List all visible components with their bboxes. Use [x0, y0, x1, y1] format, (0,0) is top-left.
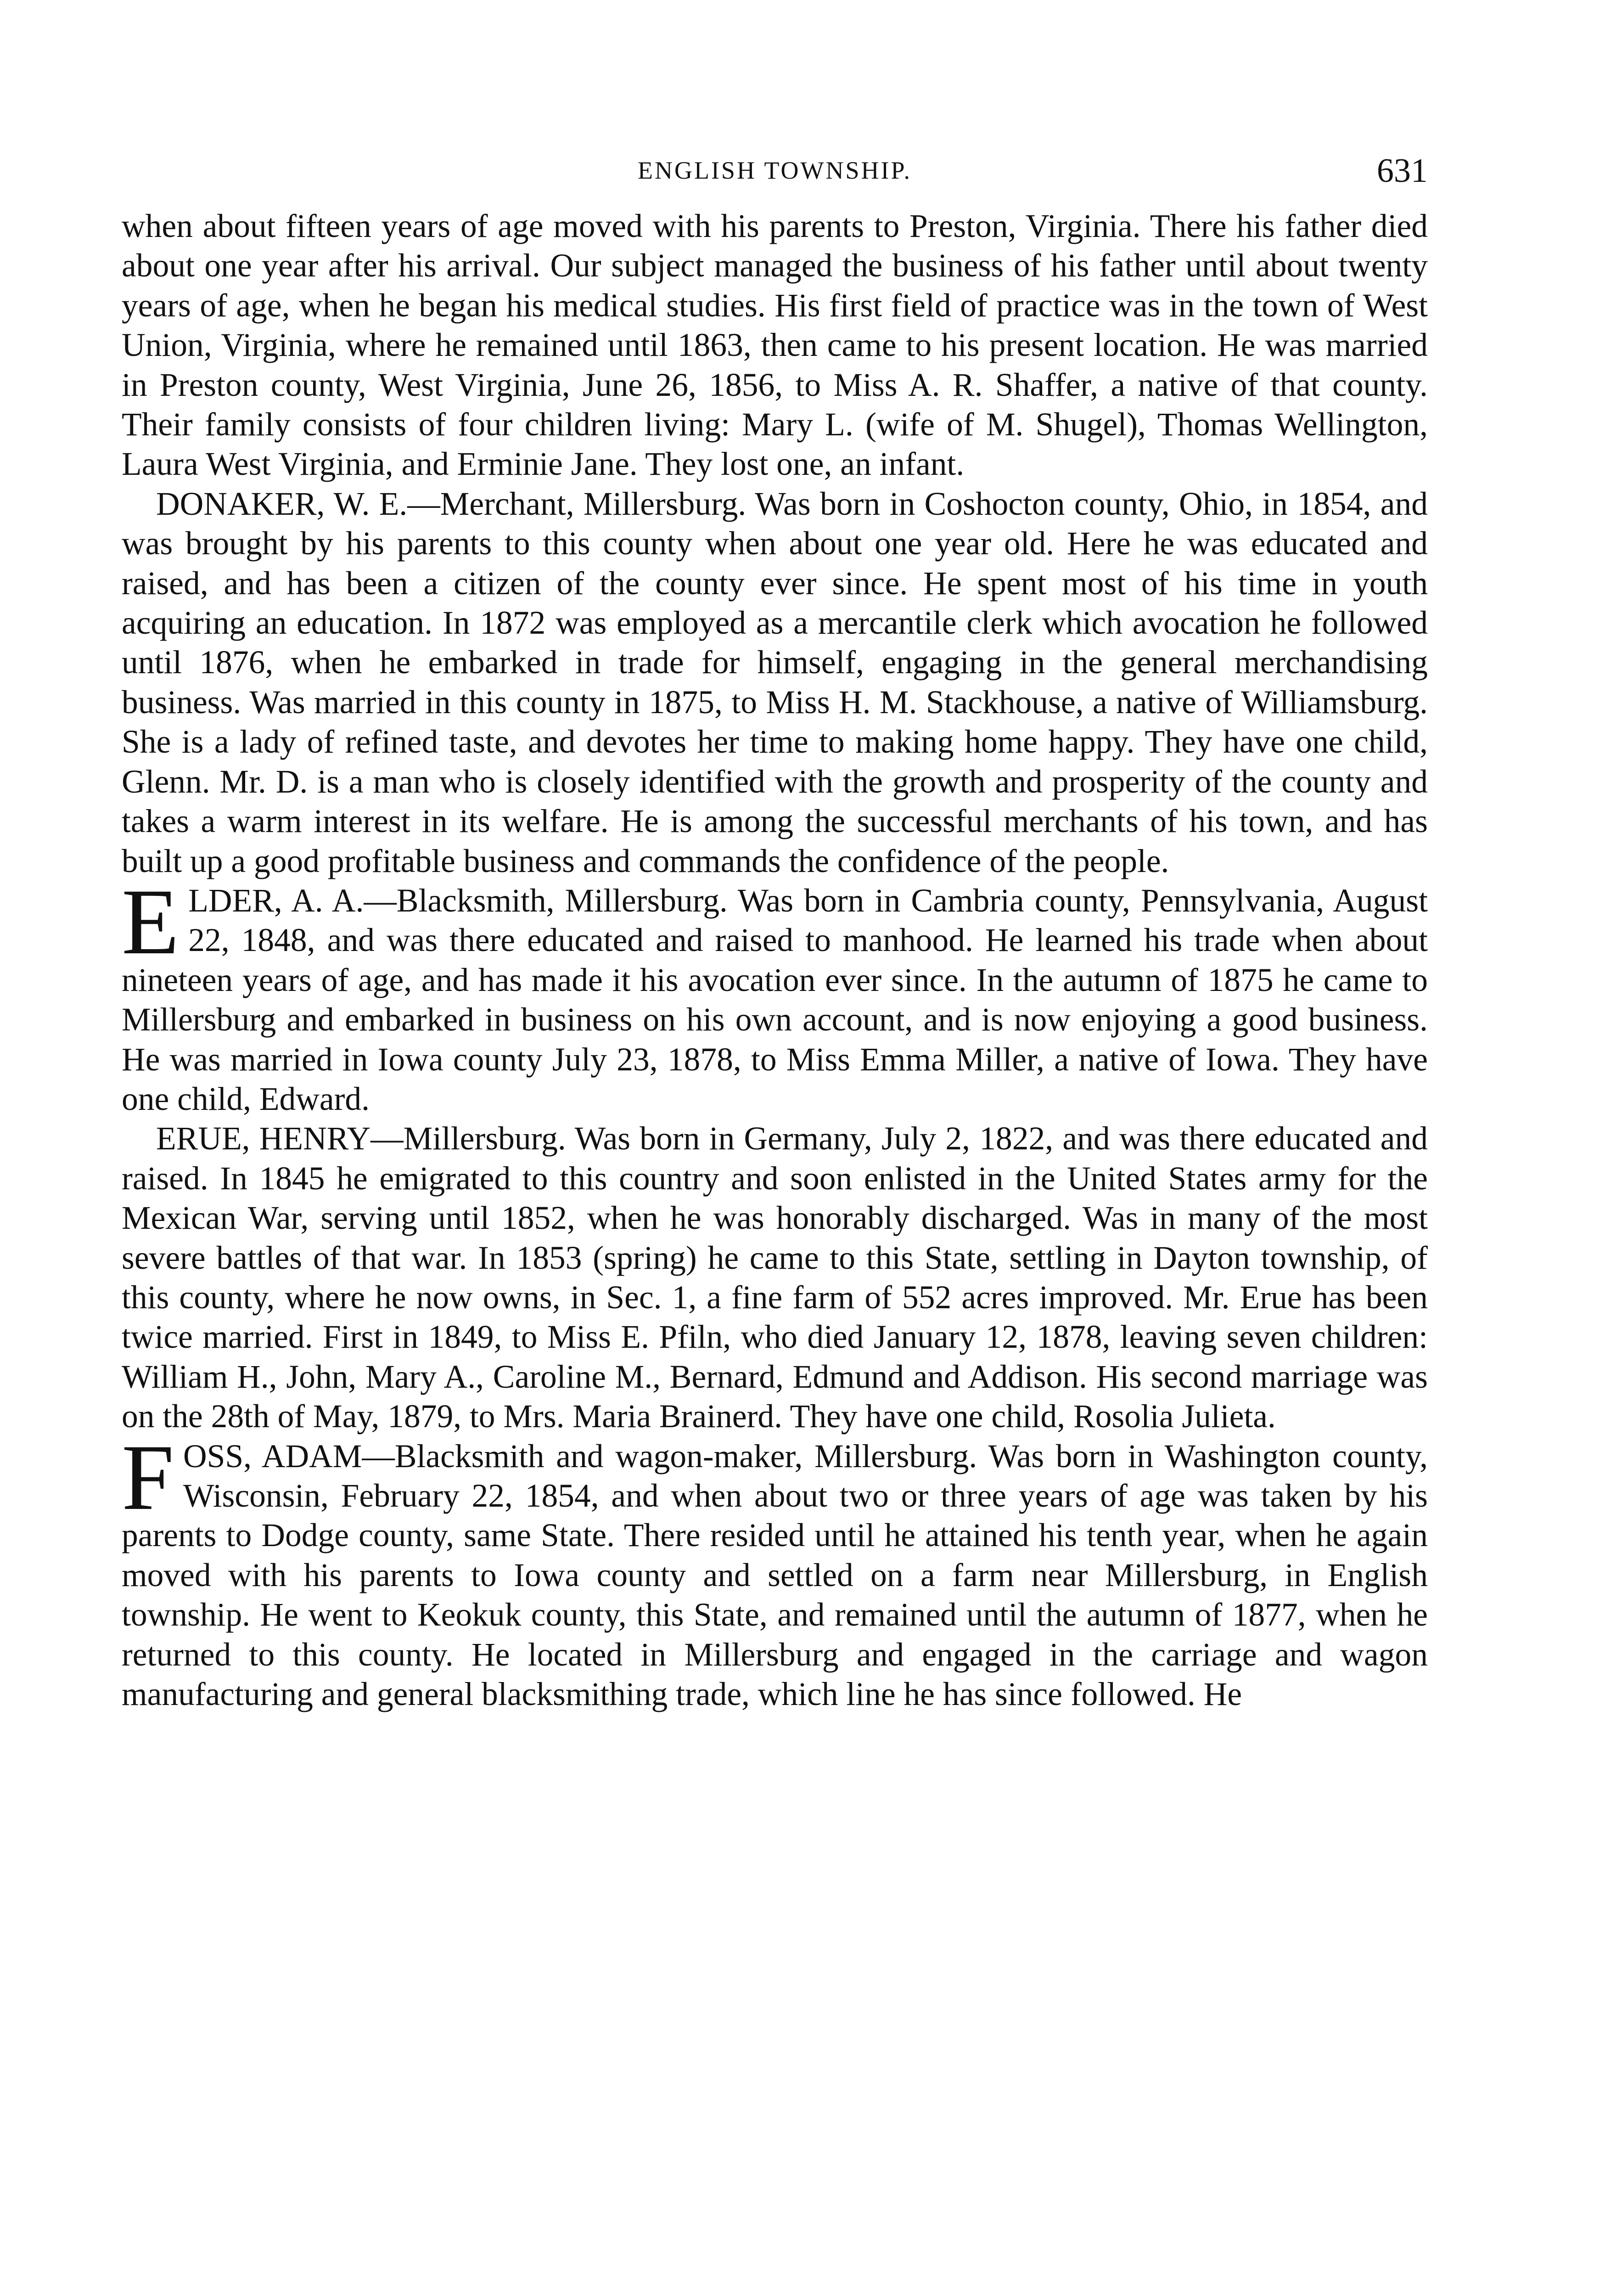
- body-text: [122, 207, 1428, 1714]
- book-page: [122, 152, 1428, 1714]
- drop-cap: F: [122, 1425, 174, 1530]
- paragraph-foss-biography: [122, 1425, 1428, 1715]
- drop-cap: E: [122, 869, 180, 974]
- paragraph-text: when about fifteen years of age moved with his parents to Preston, Virginia. There his father died about one year after his arrival. Our subject managed the business of his father until about twenty years of age, when he began his medical studies. His first field of practice was in the town of West Union, Virginia, where he remained until 1863, then came to his present location. He was married in Preston county, West Virginia, June 26, 1856, to Miss A. R. Shaffer, a native of that county. Their family consists of four children living: Mary L. (wife of M. Shugel), Thomas Wellington, Laura West Virginia, and Erminie Jane. They lost one, an infant.: [122, 208, 1428, 483]
- paragraph-text: LDER, A. A.—Blacksmith, Millersburg. Was born in Cambria county, Pennsylvania, August 22, 1848, and was there educated and raised to manhood. He learned his trade when about nineteen years of age, and has made it his avocation ever since. In the autumn of 1875 he came to Millersburg and embarked in business on his own account, and is now enjoying a good business. He was married in Iowa county July 23, 1878, to Miss Emma Miller, a native of Iowa. They have one child, Edward.: [122, 882, 1428, 1117]
- paragraph-elder-biography: [122, 869, 1428, 1119]
- paragraph-text: OSS, ADAM—Blacksmith and wagon-maker, Millersburg. Was born in Washington county, Wisconsin, February 22, 1854, and when about two or three years of age was taken by his parents to Dodge county, same State. There resided until he attained his tenth year, when he again moved with his parents to Iowa county and settled on a farm near Millersburg, in English township. He went to Keokuk county, this State, and remained until the autumn of 1877, when he returned to this county. He located in Millersburg and engaged in the carriage and wagon manufacturing and general blacksmithing trade, which line he has since followed. He: [122, 1438, 1428, 1713]
- paragraph-donaker-biography: [122, 484, 1428, 881]
- page-header: [122, 152, 1428, 207]
- running-head: ENGLISH TOWNSHIP.: [637, 157, 912, 184]
- paragraph-erue-biography: [122, 1119, 1428, 1436]
- paragraph-text: ERUE, HENRY—Millersburg. Was born in Germany, July 2, 1822, and was there educated and raised. In 1845 he emigrated to this country and soon enlisted in the United States army for the Mexican War, serving until 1852, when he was honorably discharged. Was in many of the most severe battles of that war. In 1853 (spring) he came to this State, settling in Dayton township, of this county, where he now owns, in Sec. 1, a fine farm of 552 acres improved. Mr. Erue has been twice married. First in 1849, to Miss E. Pfiln, who died January 12, 1878, leaving seven children: William H., John, Mary A., Caroline M., Bernard, Edmund and Addison. His second marriage was on the 28th of May, 1879, to Mrs. Maria Brainerd. They have one child, Rosolia Julieta.: [122, 1120, 1428, 1435]
- paragraph-continued-biography: [122, 207, 1428, 484]
- paragraph-text: DONAKER, W. E.—Merchant, Millersburg. Was born in Coshocton county, Ohio, in 1854, and was brought by his parents to this county when about one year old. Here he was educated and raised, and has been a citizen of the county ever since. He spent most of his time in youth acquiring an education. In 1872 was employed as a mercantile clerk which avocation he followed until 1876, when he embarked in trade for himself, engaging in the general merchandising business. Was married in this county in 1875, to Miss H. M. Stackhouse, a native of Williamsburg. She is a lady of refined taste, and devotes her time to making home happy. They have one child, Glenn. Mr. D. is a man who is closely identified with the growth and prosperity of the county and takes a warm interest in its welfare. He is among the successful merchants of his town, and has built up a good profitable business and commands the confidence of the people.: [122, 485, 1428, 879]
- page-number: 631: [1377, 152, 1428, 190]
